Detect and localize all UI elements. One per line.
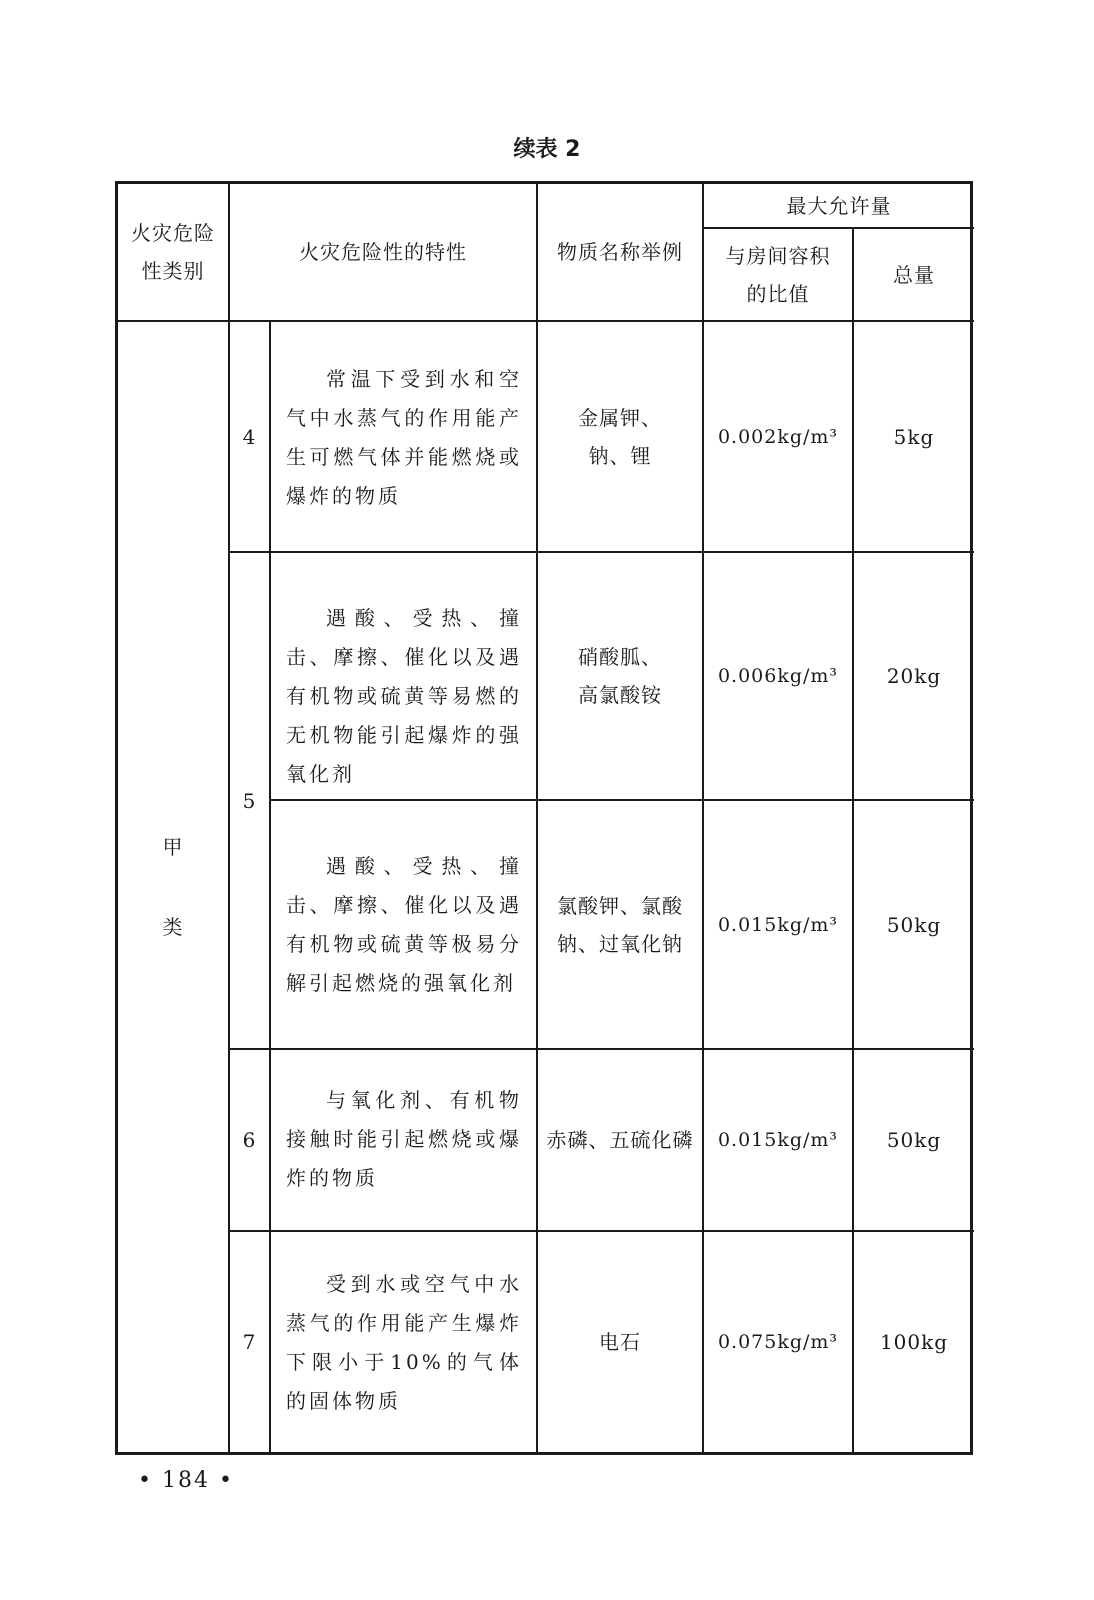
row-description: 受到水或空气中水蒸气的作用能产生爆炸下限小于10%的气体的固体物质 xyxy=(286,1272,522,1413)
row-number: 7 xyxy=(242,1330,257,1354)
row-example: 氯酸钾、氯酸钠、过氧化钠 xyxy=(557,893,683,956)
header-example: 物质名称举例 xyxy=(557,240,683,264)
row-ratio: 0.002kg/m³ xyxy=(717,425,839,448)
row-description: 遇酸、受热、撞击、摩擦、催化以及遇有机物或硫黄等易燃的无机物能引起爆炸的强氧化剂 xyxy=(286,606,522,786)
row-ratio: 0.075kg/m³ xyxy=(717,1331,839,1353)
row-ratio: 0.006kg/m³ xyxy=(717,665,839,687)
row-number: 5 xyxy=(242,788,257,813)
header-ratio: 与房间容积的比值 xyxy=(725,243,831,306)
header-total: 总量 xyxy=(893,262,935,287)
row-example: 硝酸胍、高氯酸铵 xyxy=(578,645,662,707)
category-cell: 甲类 xyxy=(162,835,184,939)
page-number: • 184 • xyxy=(138,1468,234,1493)
row-number: 4 xyxy=(242,424,257,449)
row-total: 50kg xyxy=(886,912,942,937)
row-total: 5kg xyxy=(893,424,935,449)
row-total: 50kg xyxy=(886,1128,942,1152)
row-ratio: 0.015kg/m³ xyxy=(717,1129,839,1151)
row-total: 20kg xyxy=(886,664,942,688)
row-description: 常温下受到水和空气中水蒸气的作用能产生可燃气体并能燃烧或爆炸的物质 xyxy=(286,367,522,508)
row-description: 与氧化剂、有机物接触时能引起燃烧或爆炸的物质 xyxy=(286,1088,522,1190)
row-description: 遇酸、受热、撞击、摩擦、催化以及遇有机物或硫黄等极易分解引起燃烧的强氧化剂 xyxy=(286,854,522,995)
row-example: 赤磷、五硫化磷 xyxy=(546,1128,694,1152)
row-example: 金属钾、钠、锂 xyxy=(578,405,662,468)
hazard-table xyxy=(115,181,973,1455)
row-number: 6 xyxy=(242,1128,257,1152)
row-example: 电石 xyxy=(599,1330,641,1354)
header-category: 火灾危险性类别 xyxy=(131,221,215,283)
header-max-allowed: 最大允许量 xyxy=(786,193,892,218)
header-property: 火灾危险性的特性 xyxy=(299,240,467,264)
grid-line xyxy=(269,320,271,1452)
row-total: 100kg xyxy=(879,1330,949,1354)
table-title: 续表 2 xyxy=(513,137,581,162)
row-ratio: 0.015kg/m³ xyxy=(717,913,839,936)
